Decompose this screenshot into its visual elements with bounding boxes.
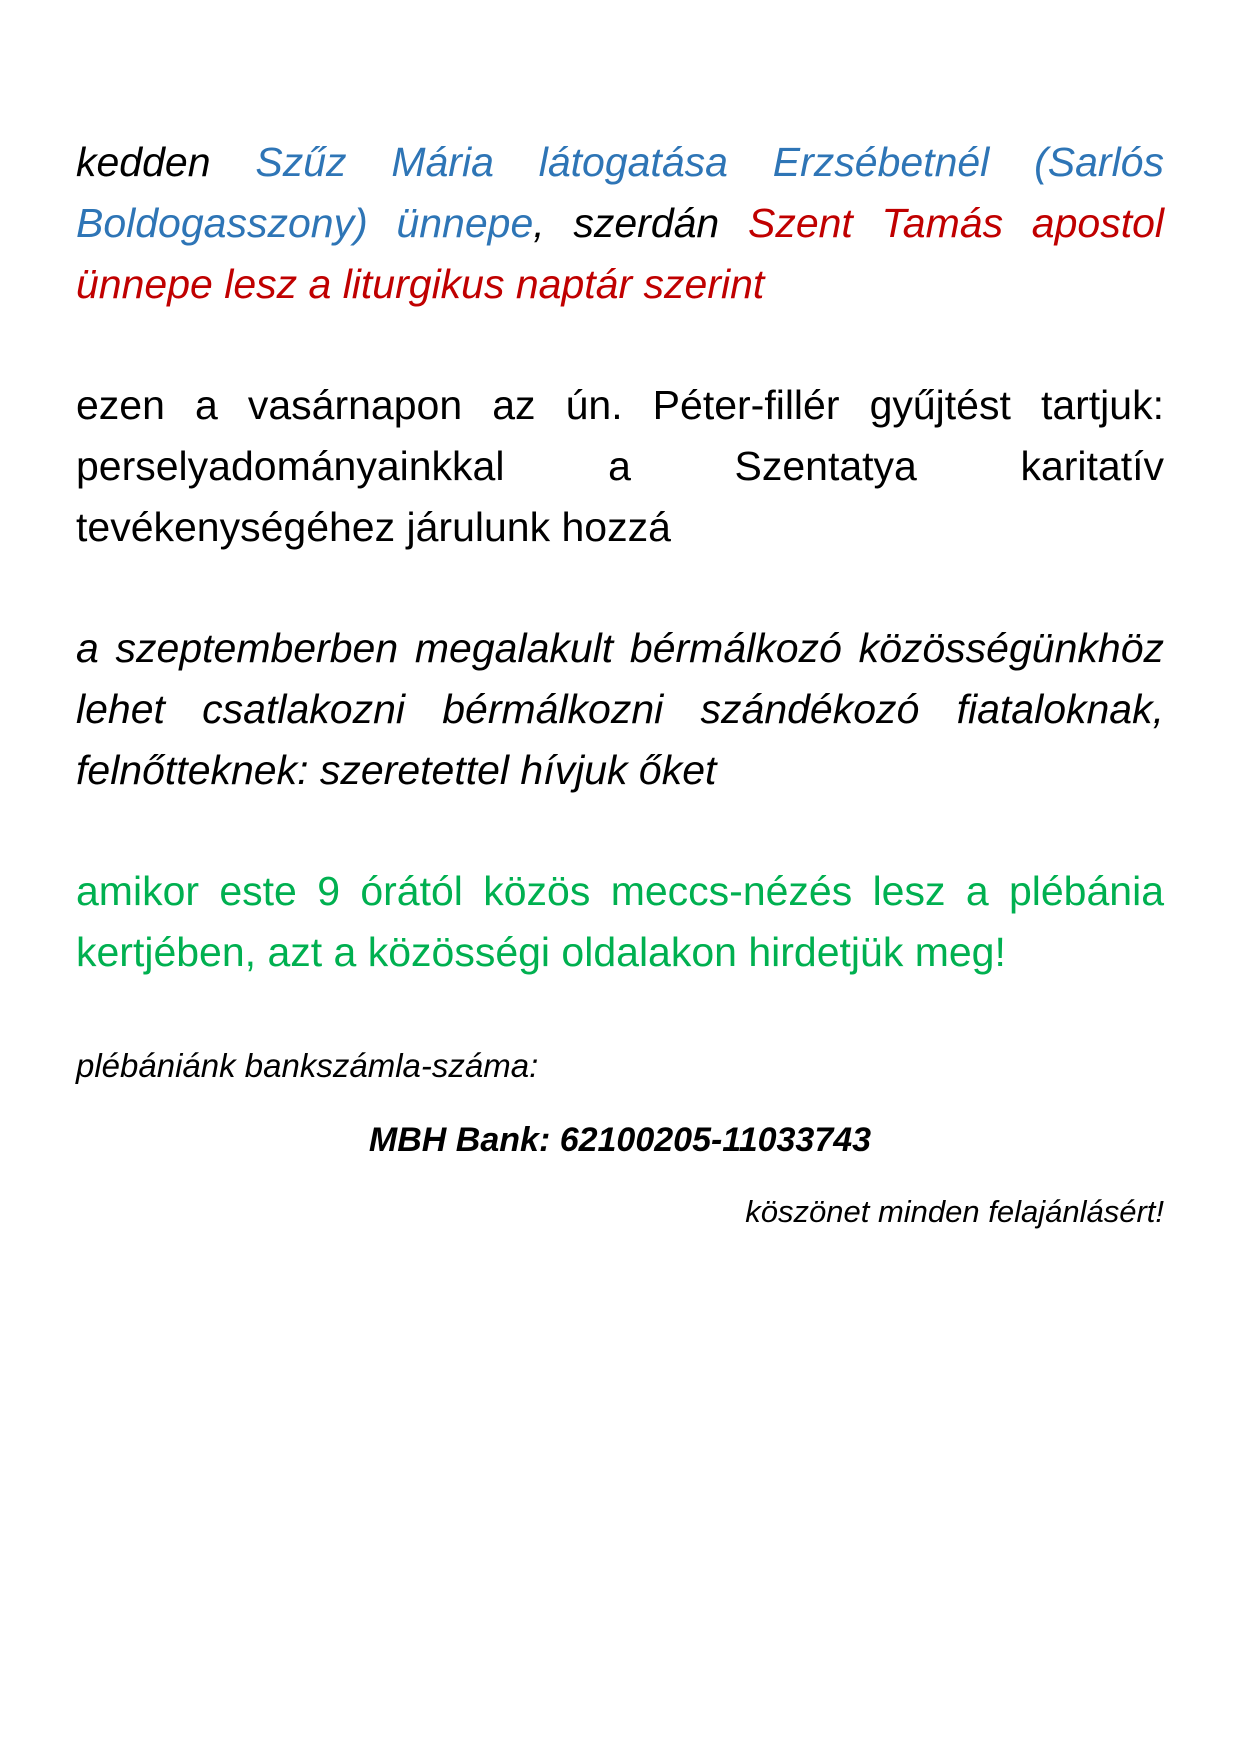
- bank-account-label: plébániánk bankszámla-száma:: [76, 1047, 539, 1084]
- match-viewing-paragraph: amikor este 9 órától közös meccs-nézés lesz a plébánia kertjében, azt a közösségi oldalakon hirdetjük meg!: [76, 868, 1164, 975]
- bank-account-number: MBH Bank: 62100205-11033743: [368, 1121, 872, 1159]
- peters-pence-paragraph: ezen a vasárnapon az ún. Péter-fillér gyűjtést tartjuk: perselyadományainkkal a Szentatya karitatív tevékenységéhez járulunk hozzá: [76, 382, 1164, 550]
- visitation-feast-text: Szűz Mária látogatása Erzsébetnél (Sarlós Boldogasszony) ünnepe: [76, 139, 1164, 246]
- confirmation-group-paragraph: a szeptemberben megalakult bérmálkozó közösségünkhöz lehet csatlakozni bérmálkozni szándékozó fiataloknak, felnőtteknek: szeretettel hívjuk őket: [76, 625, 1164, 793]
- thanks-note: köszönet minden felajánlásért!: [745, 1194, 1164, 1229]
- feast-intro-text: kedden: [76, 139, 256, 185]
- feast-connector-text: , szerdán: [533, 200, 748, 246]
- feast-days-paragraph: [76, 132, 1164, 315]
- announcement-content: [76, 132, 1164, 1237]
- st-thomas-feast-text: Szent Tamás apostol ünnepe lesz a liturgikus naptár szerint: [76, 200, 1164, 307]
